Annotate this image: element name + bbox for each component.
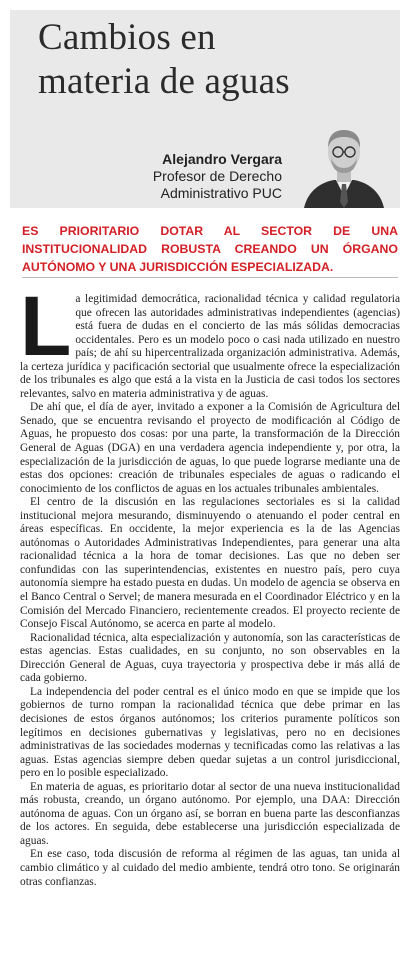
paragraph-2: De ahí que, el día de ayer, invitado a exponer a la Comisión de Agricultura del Senado, que se encuentra revisando el proyecto de modificación al Código de Aguas, he propuesto dos cosas: por una parte, la transformación de la Dirección General de Aguas (DGA) en una verdadera agencia independiente y, por otra, la especialización de la jurisdicción de aguas, lo que puede lograrse mediante una de estas dos opciones: creación de tribunales especiales de aguas o radicando el conocimiento de los conflictos de aguas en los actuales tribunales ambientales. [20,401,400,495]
article-header [10,10,400,208]
paragraph-7: En ese caso, toda discusión de reforma al régimen de las aguas, tan unida al cambio climático y al cuidado del medio ambiente, tendrá otro tono. Se originarán otras confianzas. [20,848,400,888]
author-portrait [298,122,390,208]
title-line-1: Cambios en [38,17,216,58]
paragraph-1-text: a legitimidad democrática, racionalidad técnica y calidad regulatoria que ofrecen las autoridades administrativas independientes (agencias) está fuera de dudas en el concierto de las más sólidas democracias occidentales. Pero es un modelo poco o casi nada utilizado en nuestro país; de ahí su hipercentralizada organización administrativa. Además, la certeza jurídica y pacificación sectorial que usualmente ofrece la especialización de los tribunales es algo que está a la vista en la Justicia de casi todos los sectores relevantes, salvo en materia administrativa y de aguas. [20,293,400,400]
drop-cap: L [20,279,72,373]
paragraph-5: La independencia del poder central es el único modo en que se impide que los gobiernos de turno rompan la racionalidad técnica que debe primar en las decisiones de estos órganos autónomos; los criterios puramente políticos son legítimos en decisiones gubernativas y legislativas, pero no en decisiones administrativas de las sociedades modernas y tecnificadas como las relativas a las aguas. Estas agencias siempre deben quedar sujetas a un control jurisdiccional, pero en lo posible especializado. [20,685,400,780]
author-name: Alejandro Vergara [162,151,282,167]
article-title [38,16,398,104]
author-role-line-2: Administrativo PUC [160,185,282,201]
paragraph-4: Racionalidad técnica, alta especialización y autonomía, son las características de estas agencias. Estas cualidades, en su conjunto, no son observables en la Dirección General de Aguas, cuya trayectoria y prospectiva debe ir más allá de cada gobierno. [20,631,400,685]
title-line-2: materia de aguas [38,61,290,102]
paragraph-6: En materia de aguas, es prioritario dotar al sector de una nueva institucionalidad más robusta, creando, un órgano autónomo. Por ejemplo, una DAA: Dirección autónoma de aguas. Con un órgano así, se borran en buena parte las desconfianzas de los actores. En seguida, debe establecerse una jurisdicción especializada de aguas. [20,780,400,847]
paragraph-1 [20,279,400,401]
divider [22,277,398,278]
lead-quote: ES PRIORITARIO DOTAR AL SECTOR DE UNA INSTITUCIONALIDAD ROBUSTA CREANDO UN ÓRGANO AUTÓNOMO Y UNA JURISDICCIÓN ESPECIALIZADA. [22,224,398,274]
author-role-line-1: Profesor de Derecho [152,168,282,184]
article-body [20,279,400,889]
paragraph-3: El centro de la discusión en las regulaciones sectoriales es si la calidad institucional mejora mesurando, disminuyendo o atenuando el poder central en áreas específicas. En occidente, la mejor experiencia es la de las Agencias autónomas o Autoridades Administrativas Independientes, para generar una alta racionalidad técnica a la hora de tomar decisiones. Las que no deben ser confundidas con las superintendencias, existentes en nuestro país, pero cuya autonomía siempre ha estado puesta en dudas. Un modelo de agencia se observa en el Banco Central o Servel; de manera mesurada en el Coordinador Eléctrico y en la Comisión del Mercado Financiero, recientemente creados. El proyecto reciente de Consejo Fiscal Autónomo, se acerca en parte al modelo. [20,496,400,631]
author-block [153,150,282,202]
